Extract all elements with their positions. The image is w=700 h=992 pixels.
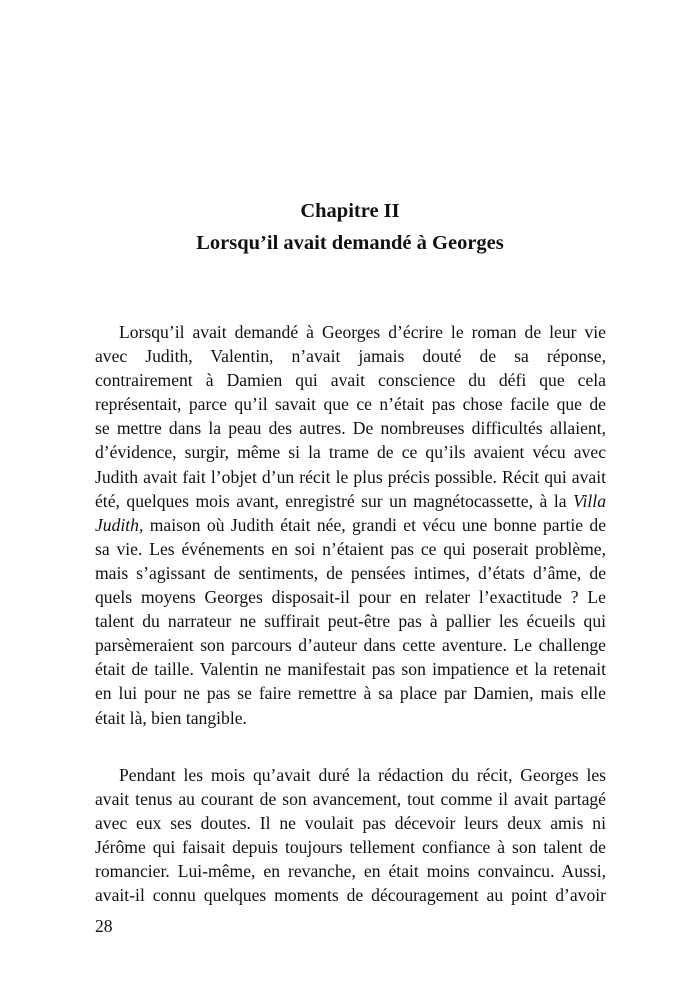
chapter-title: Lorsqu’il avait demandé à Georges <box>196 232 504 254</box>
page-number: 28 <box>95 916 113 936</box>
text-line: quels moyens Georges disposait-il pour en relater l’exactitude ? Le <box>95 587 606 608</box>
italic-title: Villa <box>573 490 606 511</box>
chapter-number: Chapitre II <box>300 200 400 222</box>
text-line: parsèmeraient son parcours d’auteur dans cette aventure. Le challenge <box>95 635 606 656</box>
text-line: était là, bien tangible. <box>95 707 247 728</box>
paragraph-1 <box>95 320 606 730</box>
text-line <box>95 513 606 537</box>
text-line <box>95 489 606 513</box>
text-line: Pendant les mois qu’avait duré la rédaction du récit, Georges les <box>119 765 606 785</box>
text-line: avait tenus au courant de son avancement, tout comme il avait partagé <box>95 789 606 810</box>
text-line: avait-il connu quelques moments de découragement au point d’avoir <box>95 885 606 906</box>
text-line: avec Judith, Valentin, n’avait jamais douté de sa réponse, <box>95 346 606 367</box>
text-line: était de taille. Valentin ne manifestait pas son impatience et la retenait <box>95 659 606 680</box>
text-line: avec eux ses doutes. Il ne voulait pas décevoir leurs deux amis ni <box>95 813 606 834</box>
text-line: d’évidence, surgir, même si la trame de ce qu’ils avaient vécu avec <box>95 442 606 463</box>
italic-title: Judith, <box>95 514 144 535</box>
text-line: Lorsqu’il avait demandé à Georges d’écrire le roman de leur vie <box>119 322 606 342</box>
text-fragment: maison où Judith était née, grandi et vécu une bonne partie de <box>143 514 606 535</box>
text-line: contrairement à Damien qui avait conscience du défi que cela <box>95 370 606 391</box>
text-fragment: été, quelques mois avant, enregistré sur un magnétocassette, à la <box>95 490 567 511</box>
text-line: sa vie. Les événements en soi n’étaient pas ce qui poserait problème, <box>95 538 606 559</box>
text-line: Jérôme qui faisait depuis toujours tellement confiance à son talent de <box>95 837 606 858</box>
chapter-heading <box>0 195 700 259</box>
text-line: représentait, parce qu’il savait que ce n’était pas chose facile que de <box>95 394 606 415</box>
paragraph-2 <box>95 763 606 908</box>
text-line: se mettre dans la peau des autres. De nombreuses difficultés allaient, <box>95 418 606 439</box>
text-line: romancier. Lui-même, en revanche, en était moins convaincu. Aussi, <box>95 861 606 882</box>
text-line: mais s’agissant de sentiments, de pensées intimes, d’états d’âme, de <box>95 562 606 583</box>
text-line: talent du narrateur ne suffirait peut-être pas à pallier les écueils qui <box>95 611 606 632</box>
text-line: Judith avait fait l’objet d’un récit le plus précis possible. Récit qui avait <box>95 466 606 487</box>
text-line: en lui pour ne pas se faire remettre à sa place par Damien, mais elle <box>95 683 606 704</box>
